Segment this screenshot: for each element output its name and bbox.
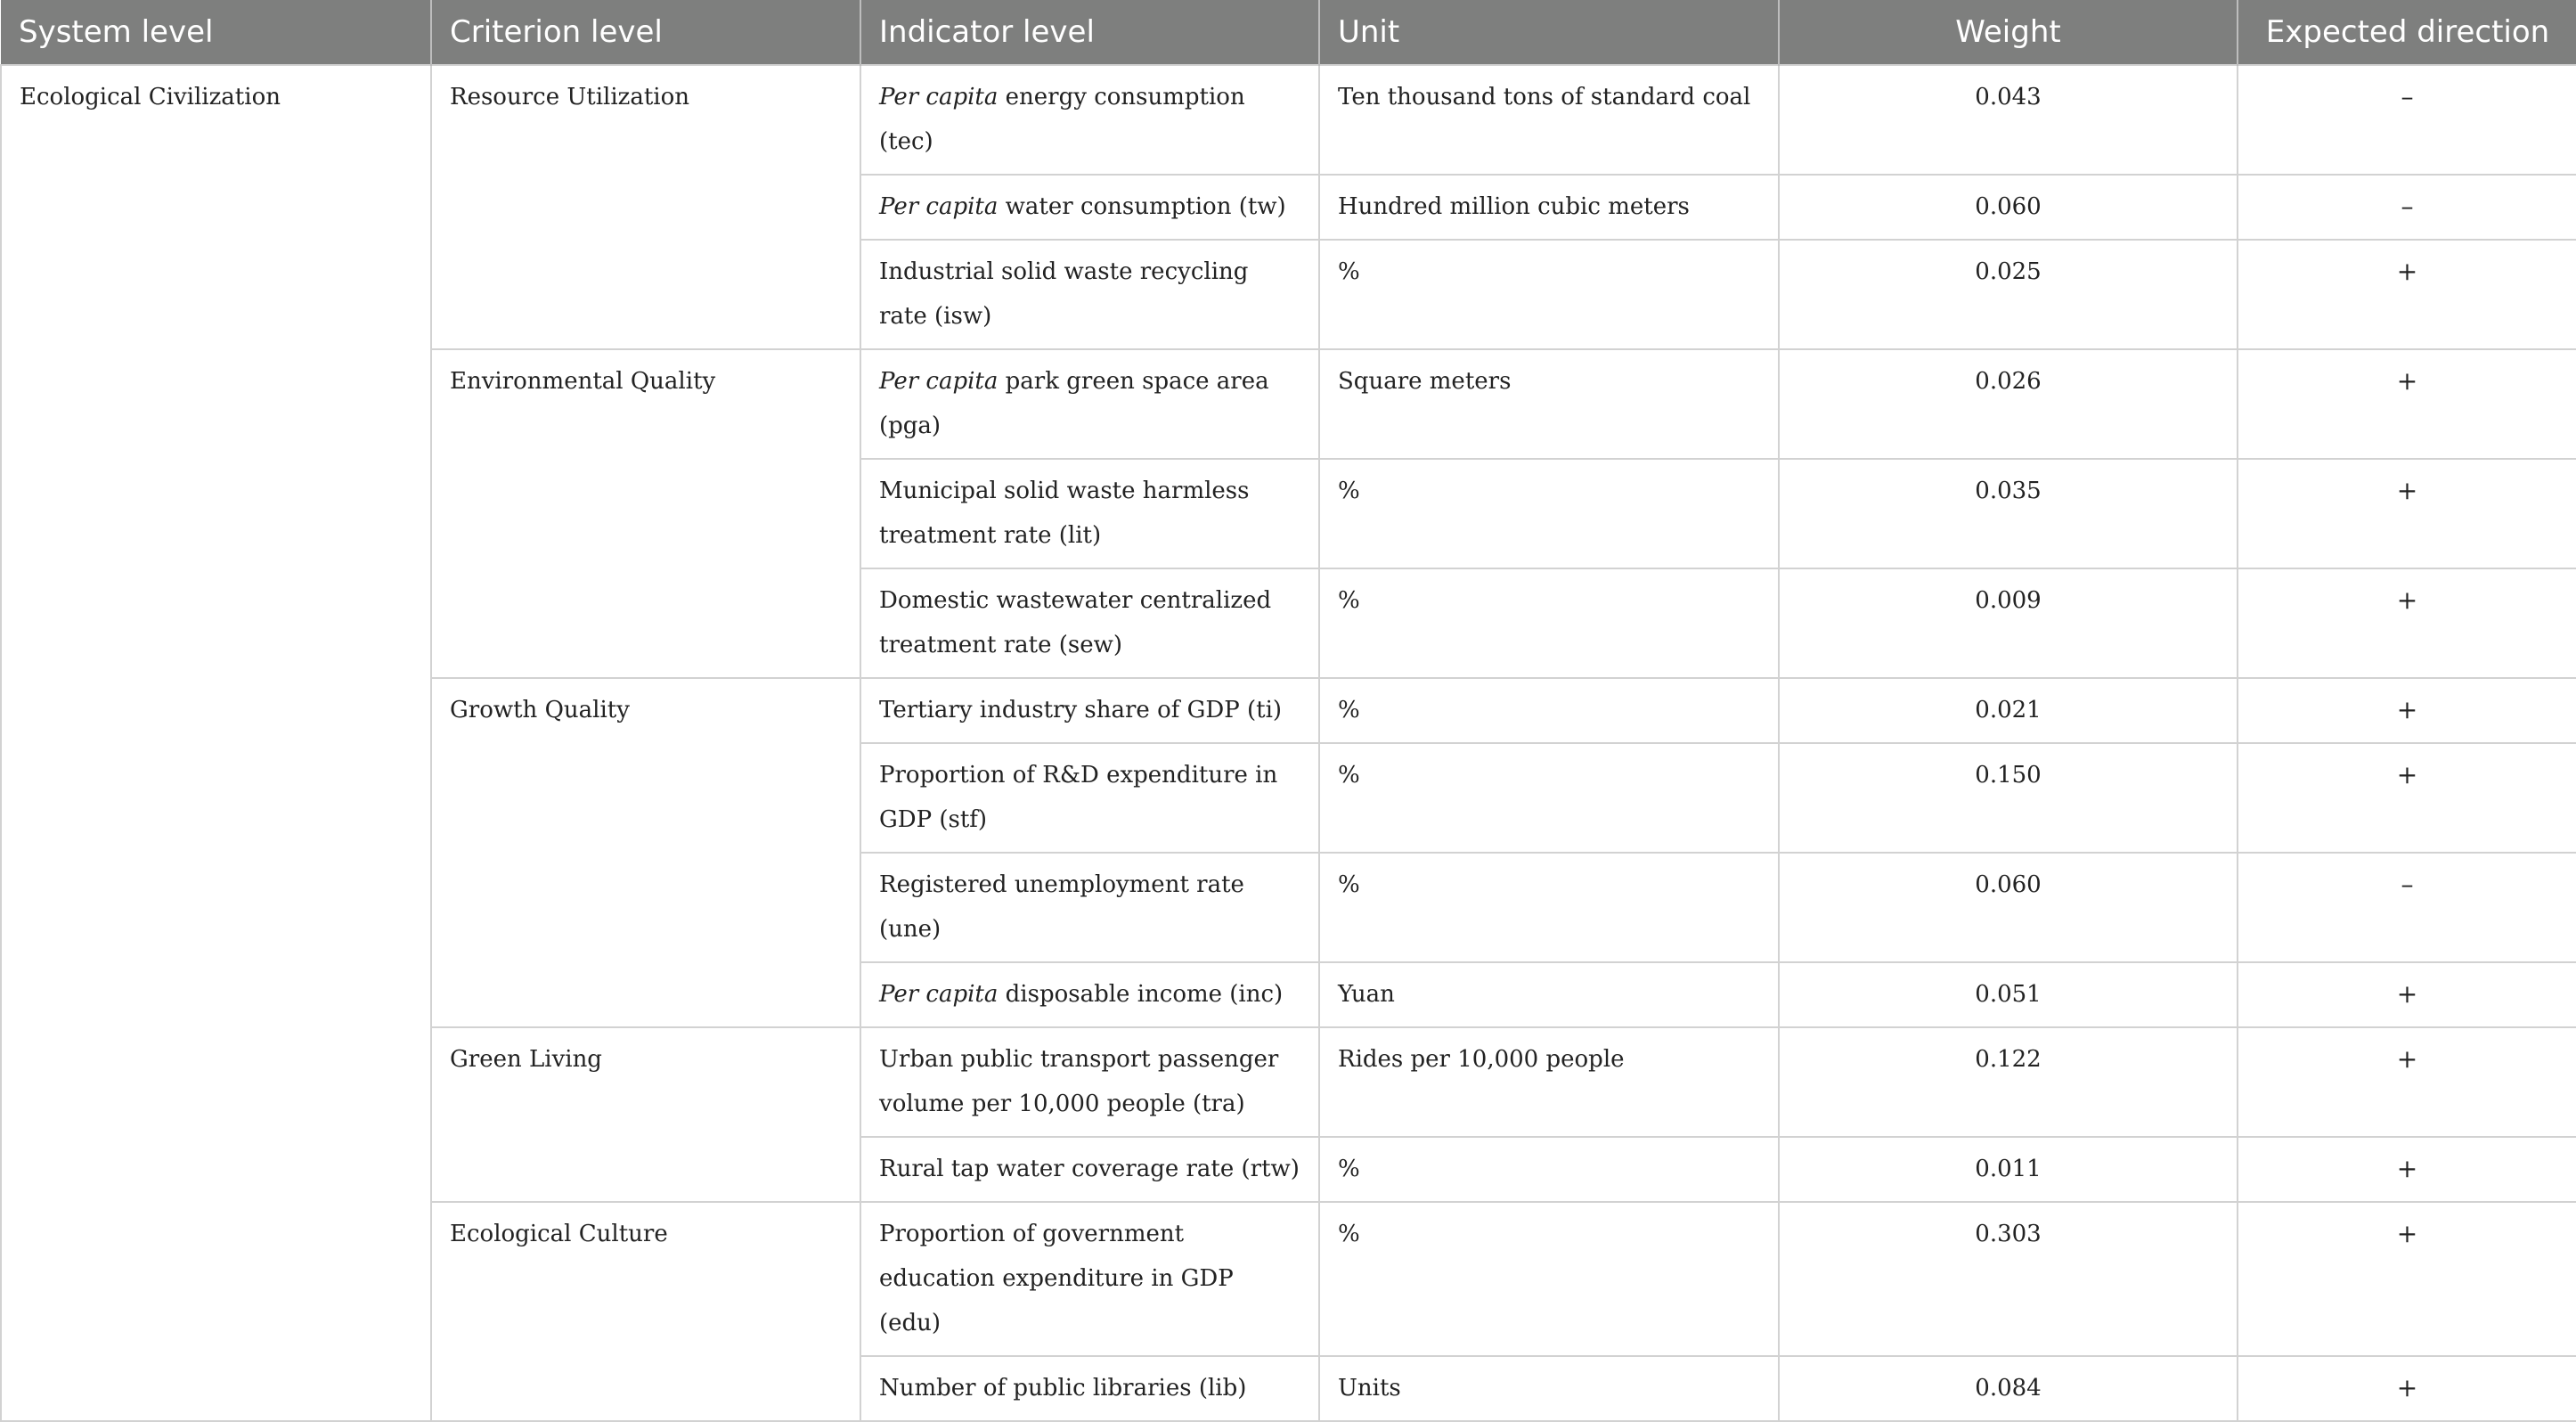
weight-cell: 0.150 — [1779, 743, 2238, 853]
direction-cell: + — [2238, 1137, 2576, 1202]
indicator-prefix: Per capita — [879, 368, 999, 395]
indicator-cell — [860, 1137, 1319, 1202]
indicator-cell — [860, 349, 1319, 459]
indicator-prefix: Per capita — [879, 84, 999, 110]
indicator-cell — [860, 962, 1319, 1027]
weight-cell: 0.025 — [1779, 240, 2238, 349]
header-indicator-level: Indicator level — [860, 0, 1319, 65]
indicator-label: park green space area (pga) — [879, 368, 1276, 439]
indicator-label: Tertiary industry share of GDP (ti) — [879, 697, 1283, 723]
unit-cell: % — [1319, 853, 1779, 962]
indicator-label: Urban public transport passenger volume per 10,000 people (tra) — [879, 1046, 1286, 1117]
direction-cell: – — [2238, 853, 2576, 962]
indicator-label: Number of public libraries (lib) — [879, 1375, 1247, 1402]
weight-cell: 0.060 — [1779, 175, 2238, 240]
weight-cell: 0.043 — [1779, 65, 2238, 175]
direction-cell: + — [2238, 459, 2576, 568]
indicator-label: water consumption (tw) — [998, 193, 1286, 220]
table-header — [1, 0, 2576, 65]
direction-cell: + — [2238, 962, 2576, 1027]
criterion-cell: Resource Utilization — [431, 65, 860, 349]
indicator-label: Proportion of government education expenditure in GDP (edu) — [879, 1221, 1242, 1336]
direction-cell: + — [2238, 349, 2576, 459]
criterion-cell: Environmental Quality — [431, 349, 860, 678]
weight-cell: 0.021 — [1779, 678, 2238, 743]
criterion-cell: Green Living — [431, 1027, 860, 1202]
header-row — [1, 0, 2576, 65]
indicator-label: Municipal solid waste harmless treatment rate (lit) — [879, 478, 1257, 549]
indicator-label: Proportion of R&D expenditure in GDP (stf) — [879, 762, 1285, 833]
system-level-cell: Ecological Civilization — [1, 65, 431, 1421]
indicator-cell — [860, 240, 1319, 349]
indicator-label: Domestic wastewater centralized treatment rate (sew) — [879, 587, 1279, 658]
unit-cell: Yuan — [1319, 962, 1779, 1027]
indicator-cell — [860, 1356, 1319, 1421]
header-expected-direction: Expected direction — [2238, 0, 2576, 65]
indicator-prefix: Per capita — [879, 981, 999, 1008]
weight-cell: 0.035 — [1779, 459, 2238, 568]
unit-cell: Rides per 10,000 people — [1319, 1027, 1779, 1137]
indicator-cell — [860, 1027, 1319, 1137]
unit-cell: % — [1319, 240, 1779, 349]
direction-cell: – — [2238, 65, 2576, 175]
direction-cell: + — [2238, 240, 2576, 349]
weight-cell: 0.084 — [1779, 1356, 2238, 1421]
unit-cell: % — [1319, 743, 1779, 853]
direction-cell: + — [2238, 1356, 2576, 1421]
direction-cell: + — [2238, 743, 2576, 853]
unit-cell: % — [1319, 1202, 1779, 1356]
criterion-cell: Growth Quality — [431, 678, 860, 1027]
criterion-cell: Ecological Culture — [431, 1202, 860, 1421]
unit-cell: Ten thousand tons of standard coal — [1319, 65, 1779, 175]
indicator-label: energy consumption (tec) — [879, 84, 1252, 155]
weight-cell: 0.060 — [1779, 853, 2238, 962]
indicator-cell — [860, 853, 1319, 962]
direction-cell: + — [2238, 1202, 2576, 1356]
indicator-cell — [860, 459, 1319, 568]
weight-cell: 0.011 — [1779, 1137, 2238, 1202]
weight-cell: 0.303 — [1779, 1202, 2238, 1356]
weight-cell: 0.009 — [1779, 568, 2238, 678]
indicator-cell — [860, 678, 1319, 743]
direction-cell: + — [2238, 568, 2576, 678]
unit-cell: Hundred million cubic meters — [1319, 175, 1779, 240]
direction-cell: + — [2238, 678, 2576, 743]
header-unit: Unit — [1319, 0, 1779, 65]
direction-cell: + — [2238, 1027, 2576, 1137]
indicator-cell — [860, 1202, 1319, 1356]
indicator-label: Industrial solid waste recycling rate (isw) — [879, 258, 1256, 330]
indicator-cell — [860, 65, 1319, 175]
unit-cell: % — [1319, 568, 1779, 678]
unit-cell: Square meters — [1319, 349, 1779, 459]
weight-cell: 0.051 — [1779, 962, 2238, 1027]
weight-cell: 0.122 — [1779, 1027, 2238, 1137]
unit-cell: % — [1319, 459, 1779, 568]
unit-cell: % — [1319, 1137, 1779, 1202]
indicator-label: Rural tap water coverage rate (rtw) — [879, 1156, 1300, 1182]
unit-cell: Units — [1319, 1356, 1779, 1421]
indicator-cell — [860, 175, 1319, 240]
indicator-cell — [860, 743, 1319, 853]
indicator-prefix: Per capita — [879, 193, 999, 220]
table-body — [1, 65, 2576, 1421]
indicator-label: Registered unemployment rate (une) — [879, 871, 1252, 943]
header-weight: Weight — [1779, 0, 2238, 65]
header-system-level: System level — [1, 0, 431, 65]
header-criterion-level: Criterion level — [431, 0, 860, 65]
direction-cell: – — [2238, 175, 2576, 240]
weight-cell: 0.026 — [1779, 349, 2238, 459]
table-row — [1, 65, 2576, 175]
indicator-label: disposable income (inc) — [998, 981, 1284, 1008]
unit-cell: % — [1319, 678, 1779, 743]
indicator-cell — [860, 568, 1319, 678]
